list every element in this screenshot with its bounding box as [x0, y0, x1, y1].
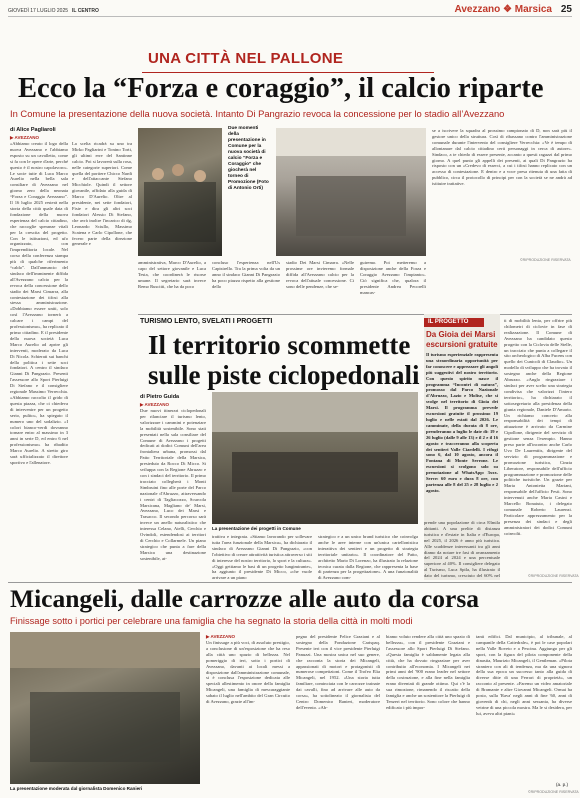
page-header [8, 4, 572, 17]
top-headline: Ecco la “Forza e coraggio”, il calcio riparte [18, 73, 544, 104]
bottom-headline: Micangeli, dalle carrozze alle auto da corsa [10, 584, 480, 613]
middle-body-col3: strategico e a un unico brand turistico che coinvolga anche le aree interne con un'unica cartellonistica interattiva dei sentieri e un progetto di strategia territoriale unitario». Il coordinatore del Patto, architetto Mario Di Lorenzo, ha illustrato la relazione tecnica curata dalla Regione, che rappresenta la base di partenza per la progettazione». A una funzionalità di Avezzano com- [318, 534, 418, 580]
bottom-location: ▶ AVEZZANO [206, 634, 235, 639]
box-header: IL PROGETTO [424, 318, 484, 327]
newspaper-name: IL CENTRO [72, 8, 99, 14]
portico-shape [10, 632, 200, 668]
bottom-body-col4: tanti edifici. Dal municipio, al tribunale, al campanile della Cattedrale», è poi le case popolari nella Valle Roveto e a Pescina. Aggiungo per gli sport, con la figura del pilota componente della dinastia, Maurizio Micangeli, il Gentleman. «Pilota straniero con ali di tendenza, ma da una signora della sua epoca un successo tanto alla guida di diverse ditte di una Ferrari di proprietà», un racconto al presente. «Faremo un video amatoriale di Bramante e altre Giovanni Micangeli. Ormai ha posto, sulla 'Rava' negli anni di fine '60, anni di gioventù di chi, negli anni sessanta, ha diverse vetrine di una piccola mostra. Ma le si desidera, per lui, aveva altri piani» [476, 634, 572, 716]
wall-shape [212, 392, 418, 432]
top-body-col4: concluso l'esperienza nell'Us Capistrello. Tra la prima volta da un anno il sindaco Gianni Di Pangrazio ha poco piazza rispetto alla gestione dello [212, 260, 280, 289]
top-photo-2 [276, 128, 426, 256]
section-divider [138, 314, 572, 315]
top-body-col3: amministrativa, Marco D'Aurelio, a capo del settore giovanile e Luca Testa, che coordinerà le risorse umane. Il segretario sarà invece Remo Ruscitti, che ha da poco [138, 260, 206, 289]
box-body: Il turismo esperienziale rappresenta una straordinaria opportunità per far conoscere e apprezzare gli angoli più suggestivi del nostro territorio. Con questo spirito nasce il programma “Incontri di natura”, promosso dal Parco Nazionale d'Abruzzo, Lazio e Molise, che si svolge nel territorio di Gioia dei Marsi. Il programma prevede escursioni gratuite il prossimo 19 luglio e nelle estati dal 2026. Le camminate, della durata di 8 ore, prenderanno a luglio le date di: 19 e 26 luglio (dalle 9 alle 13) e il 2 e il 16 agosto e tracceranno alla scoperta dei sentieri Valle Ciardelli. I rifugi sono 6, dal 10 agosto, ancora il Fontana di Monte Serrone. Le escursioni si svolgono solo su prenotazione al WhatsApp: 3xxx. Serve: 60 euro e dura 8 ore, con partenza alle 8 del 25 e 28 luglio e 2 agosto. [426, 352, 498, 493]
section-name: Avezzano ❖ Marsica [454, 4, 552, 15]
top-photo-1 [138, 128, 222, 256]
top-subheadline: In Comune la presentazione della nuova società. Intanto Di Pangrazio revoca la concessione per lo stadio all’Avezzano [10, 108, 505, 119]
middle-body-col2: trattiva e integrata. «Stiamo lavorando per sollevare tutta l'area funzionale della Marsica», ha dichiarato il sindaco di Avezzano Gianni Di Pangrazio, «con l'obiettivo di creare attrattività turistica attraverso i siti di interesse del nostro territorio, lo sport e la cultura». «Oggi gettiamo le basi di un progetto lungimirante», ha aggiunto il presidente Di Micco, «che vuole arrivare a un piano [212, 534, 312, 580]
middle-photo-caption: La presentazione dei progetti in Comune [212, 526, 301, 531]
top-byline: di Alice Pagliaroli [10, 127, 56, 133]
bottom-signature: (a. p.) [556, 782, 568, 787]
crowd-shape [296, 176, 406, 236]
person-head-shape [152, 168, 164, 180]
section-divider [8, 582, 572, 583]
middle-byline: di Pietro Guida [140, 394, 180, 400]
top-body-col6: guiremo. Poi metteremo a disposizione anche della Forza e Coraggio Avezzano l'impianto». Ciò significa che, qualora il presidente Andrea Pecorelli mancas- [360, 260, 426, 295]
bottom-body-col3: biamo voluto rendere alla città uno spazio di bellezza», con il presidente Graziani e l'assessore allo Sport Pierluigi Di Stefano. «Questa famiglia è saldamente legata alla città, che ha dovuto ringraziare per aver contribuito all'economia. I Micangeli nei primi anni del '900 erano leader nel settore della costruzione, e alla fine nella famiglia erano diventati di grande ottimo. Qui c'è la sua rimozione, rimanendo il riscatto della famiglia e anche un sostenitore la Pierluigi di Tenzeri nel territorio. Sono colore che hanno edificato i più impor- [386, 634, 470, 710]
issue-date: GIOVEDÌ 17 LUGLIO 2025 [8, 8, 69, 14]
middle-credit: ©RIPRODUZIONE RISERVATA [528, 574, 579, 578]
top-body-col7: se a iscrivere la squadra al prossimo campionato di D, non sarà più il gestore unico della struttura. Così di ribassano contro l'amministrazione comunale durante l'intervento del consigliere Verrecchia: «Ve è tempo di allontanare dal calcio cittadino certi personaggi in cerca di autore». Sindaco, a te chiedo di essere presente, accanto a questi ragazzi dal primo giorno. A quel punto gli appelli dei presenti, ai quali Di Pangrazio ha risposto con un «Credevo di esserci, a cui i tifosi hanno replicato con un accesso di contestazione. E dentro e a voce presa ritenuta di una fatta di pubblico, circa il protocollo di principi per con la società se ne andrà ad istituire trattative. [432, 128, 572, 187]
bottom-photo-caption: La presentazione moderata dal giornalista Domenico Ranieri [10, 786, 143, 791]
top-photo-caption: Due momenti della presentazione in Comune per la nuova società di calcio “Forza e Coraggio” che giocherà nel torneo di Promozione (Foto di Antonio Orti) [228, 126, 269, 191]
person-head-shape [172, 164, 184, 176]
bottom-body-col1: Un finissage a più voci, di assoluto prestigio, a conclusione di un'esposizione che ha reso alla città uno spazio di bellezza. Nel pomeriggio di ieri, sotto i portici di Avezzano, davanti ai locali messi a disposizione dall'amministrazione comunale, si è conclusa l'esposizione dedicata alle speciali allestimento in onore della famiglia Micangeli, una famiglia di mescaraggiante sabato il luglio nell'ambito del Gran Circuito di Avezzano, grazie all'im- [206, 640, 290, 705]
middle-photo [212, 392, 418, 524]
table-shape [232, 452, 398, 492]
bottom-credit: ©RIPRODUZIONE RISERVATA [528, 790, 579, 794]
middle-headline-line2: sulle piste ciclopedonali [148, 360, 420, 390]
middle-kicker: TURISMO LENTO, SVELATI I PROGETTI [140, 318, 273, 325]
top-body-col5: stadio Dei Marsi Cimarra. «Nelle prossime ore invieremo formale diffida all'Avezzano calcio per la revoca dell'attuale concessione. Ci sono delle pendenze, che se- [286, 260, 354, 289]
top-body-col1: «Abbiamo creato il logo della nuova Avezzano e l'abbiamo esposto su un cavalletto, come si fa con le opere d'arte, perché questo è il nostro capolavoro». Le socie tutte di Luca Marco Aurelio nella bella sala consiliare di Avezzano nel giorno zero della neonata “Forza e Coraggio Avezzano”. Il 16 luglio 2025 resterà nella storia della città quale data di fondazione della nuova esperienza del calcio cittadino, che raccoglie speranze vitali per la crescita del progetto. Con le istituzioni, ed ufo organizzato, con l'imprenditoria locale. Nel corso della conferenza stampa più di qualche riferimento “caldo”. Dall'annuncio del sindaco dell'imminente diffida all'Avezzano calcio per la revoca della concessione dello stadio dei Marsi Cimarra, alla contestazione dei tifosi alla stessa amministrazione. «Dobbiamo essere uniti, solo così l'Avezzano tornerà a calcare i campi del professionismo», ha replicato il primo cittadino. E il presidente della nuova società Luca Marco Aurelio ad aprire gli interventi, moderato da Luca Di Nicola. Schierati sui banchi della politica i sette soci fondatori. A centro il sindaco Gianni Di Pangrazio. Presenti l'assessore allo Sport Pierluigi Di Stefano e il consigliere regionale Massimo Verrecchia. «Abbiamo raccolto il grido di questa piazza, che ci chiedeva di intervenire per un progetto serio, pulito», ha spiegato il numero uno del sodalizio. «I colori bianco-verdi dovranno tornare entro al massimo in 3 anni in serie D, ed entro 6 nel professionismo» ha ribadito Marco Aurelio. A stretto giro sarà ufficializzato il direttore sportivo e l'allenatore. [10, 141, 68, 465]
audience-shape [30, 692, 180, 762]
box-title-line1: Da Gioia dei Marsi [426, 330, 496, 339]
top-location: ▶ AVEZZANO [10, 135, 39, 140]
middle-headline-line1: Il territorio scommette [148, 330, 411, 360]
top-kicker: UNA CITTÀ NEL PALLONE [148, 50, 344, 67]
bottom-body-col2: pegno del presidente Felice Graziani e al sostegno della Fondazione Carispaq. Presente ieri con il vice presidente Pierluigi Panuzzi. Una mostra unica nel suo genere, che racconta la storia dei Micangeli, appassionati di motori e protagonisti di numerose competizioni. Come il Trofeo Elia Micangeli, nel 1952. «Una storia tutta familiare, cominciata con le carrozze trainate dai cavalli, fino ad arrivare alle auto da corsa», ha sottolineato il giornalista del Centro Domenico Ranieri, moderatore dell'evento. «Ab- [296, 634, 380, 710]
bottom-subheadline: Finissage sotto i portici per celebrare una famiglia che ha segnato la storia della città in molti modi [10, 616, 413, 626]
person-head-shape [194, 170, 206, 182]
top-credit: ©RIPRODUZIONE RISERVATA [520, 258, 571, 262]
group-bodies-shape [144, 182, 216, 242]
middle-body-col3b: prende una popolazione di circa 83mila abitanti. A una prelite di distanza turistica e d'estate in Italia e d'Europa, nel 2025, il 2026 è anno più turistica. Alle scaddenze interessanti tra gli anni diamo da notare tre fasi di avanzamento del 2024 al 2024 e una percentuale superiore al 40%. Il consigliere delegato al Turismo, Luca Spila, ha illustrato il dato del turismo, cresciuto del 60% nel [424, 520, 500, 579]
bottom-photo [10, 632, 200, 784]
page-number: 25 [560, 4, 572, 15]
middle-body-col4: ti di mobilità lenta, per offrire più chilometri di ciclovie in fase di realizzazione. Il Comune di Avezzano ha candidato questo progetto con la Ciclovia delle Stelle, un tracciato che punta a collegare il sito archeologico di Alba Fucens con quello dei Cunicoli di Claudio». Un modello di sviluppo che ha trovato il sostegno anche della Regione Abruzzo. «Anglo ringraziare i sindaci per aver scelto una strategia condivisa che valorizzi l'intero territorio», ha dichiarato il sottosegretario alla presidenza della giunta regionale, Daniele D'Amario. Un richiamo concreto alla responsabilità dei tempi di attuazione è arrivato da Carmine Cipollone, dirigente del servizio di gestione senza l'esempio. Hanno preso parte all'incontro anche Carlo Uvo De Laurentiis, dirigente del servizio di programmazione e promozione turistica, Cinzia Liberatore, responsabile dell'ufficio programmazione e promozione delle politiche turistiche. Un grazie per Maria Antonietta Mariani, responsabile dell'ufficio Festi. Sono intervenuti anche Maria Casini e Marcello Bonaiuto, i delegato comunale Roberto Laurenzi. Particolare apprezzamento per la presenza dei sindaci e degli amministratori dei dodici Comuni coinvolti. [504, 318, 572, 536]
middle-body-col1: Due nuovi itinerari ciclopedonali per rilanciare il turismo lento, valorizzare i cammini e potenziare la mobilità sostenibile. Sono stati presentati nella sala consiliare del Comune di Avezzano i progetti dedicati ai dodici Comuni dell'area frontaliera urbana, promossi dal Patto Territoriale della Marsica, presieduto da Rocco Di Micco. Si sviluppa con la Regione Abruzzo e con i sindaci del territorio. Il primo tracciato collegherà i Monti Simbruini fino alle porte del Parco nazionale d'Abruzzo, attraversando i centri di Tagliacozzo, Scurcola Marsicana, Magliano de' Marsi, Avezzano, Luco dei Marsi e Trasacco. Il secondo percorso sarà invece un anello naturalistico che interessa Celano, Aielli, Cerchio e Ovindoli, estendendosi ai territori di Cerchio e Collarmele. Un piano strategico che punta a fare della Marsica una destinazione sostenibile, at- [140, 408, 206, 561]
ceiling-shape [276, 128, 426, 156]
box-title-line2: escursioni gratuite [426, 340, 498, 349]
middle-location: ▶ AVEZZANO [140, 402, 169, 407]
top-body-col2: La scelta ricadrà su uno tra Mirko Pagliarini e Tonino Torti, gli ultimi erre del Santinne calcio. Poi si lavorerà sulla rosa, nelle categorie superiori. Come quella del portiere Chicco Nardi e dell'attaccante Stefano Micchiole. Quindi il settore giovanile, affidato alla guida di Marco D'Aurelio. Oltre al presidente, nei sette fondatori, Fisie e dira gli altri soci fondatori Alessio Di Stefano, che avrà inoltre l'incarico di dg, Leonardo Sciullo, Massimo Scatena e Carlo Cipollone, che fecero parte della direzione generale e [72, 141, 132, 247]
